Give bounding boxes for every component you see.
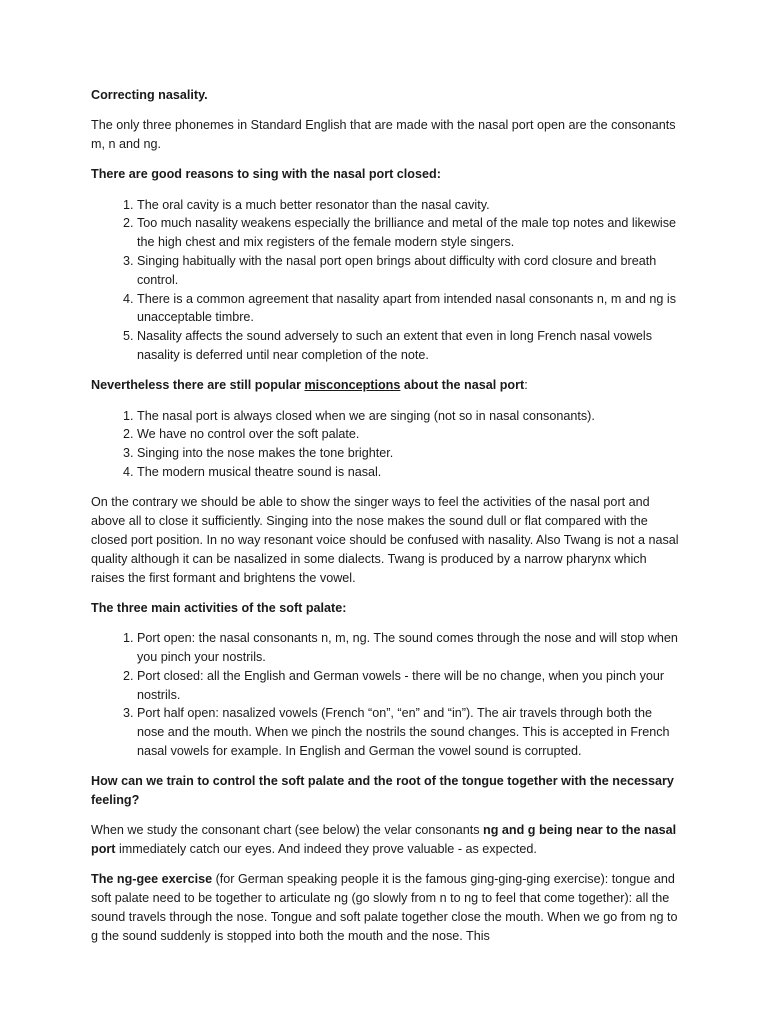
document-title: Correcting nasality. (91, 88, 208, 102)
chart-paragraph (91, 821, 681, 859)
document-page (91, 86, 681, 957)
list-item: 3. Singing habitually with the nasal port open brings about difficulty with cord closure and breath control. (137, 252, 681, 290)
misconceptions-heading-colon: : (524, 378, 528, 393)
exercise-paragraph (91, 870, 681, 945)
train-heading: How can we train to control the soft palate and the root of the tongue together with the necessary feeling? (91, 774, 674, 807)
contrary-paragraph: On the contrary we should be able to show the singer ways to feel the activities of the nasal port and above all to close it sufficiently. Singing into the nose makes the sound dull or flat compared with the closed port position. In no way resonant voice should be confused with nasality. Also Twang is not a nasal quality although it can be nasalized in some dialects. Twang is produced by a narrow pharynx which raises the first formant and brightens the vowel. (91, 495, 679, 585)
activities-list (91, 629, 681, 761)
intro-paragraph: The only three phonemes in Standard English that are made with the nasal port open are the consonants m, n and ng. (91, 118, 676, 152)
list-item: 3. Port half open: nasalized vowels (French “on”, “en” and “in”). The air travels through both the nose and the mouth. When we pinch the nostrils the sound changes. This is accepted in French nasal vowels for example. In English and German the vowel sound is corrupted. (137, 704, 681, 760)
exercise-description: (for German speaking people it is the famous ging-ging-ging exercise): tongue and soft palate need to be together to articulate ng (go slowly from n to ng to feel that come together): all the sound travels through the nose. Tongue and soft palate together close the mouth. When we go from ng to g the sound suddenly is stopped into both the mouth and the nose. This (91, 872, 678, 943)
list-item: 2. Port closed: all the English and German vowels - there will be no change, when you pinch your nostrils. (137, 667, 681, 705)
list-item: 1. The nasal port is always closed when we are singing (not so in nasal consonants). (137, 407, 681, 426)
list-item: 4. The modern musical theatre sound is nasal. (137, 463, 681, 482)
misconceptions-heading (91, 376, 681, 395)
activities-heading: The three main activities of the soft palate: (91, 600, 347, 615)
list-item: 1. The oral cavity is a much better resonator than the nasal cavity. (137, 196, 681, 215)
misconceptions-heading-part1: Nevertheless there are still popular (91, 378, 305, 393)
list-item: 3. Singing into the nose makes the tone brighter. (137, 444, 681, 463)
misconceptions-heading-part3: about the nasal port (400, 378, 525, 393)
list-item: 1. Port open: the nasal consonants n, m, ng. The sound comes through the nose and will stop when you pinch your nostrils. (137, 629, 681, 667)
list-item: 5. Nasality affects the sound adversely to such an extent that even in long French nasal vowels nasality is deferred until near completion of the note. (137, 327, 681, 365)
list-item: 4. There is a common agreement that nasality apart from intended nasal consonants n, m and ng is unacceptable timbre. (137, 290, 681, 328)
reasons-heading: There are good reasons to sing with the nasal port closed: (91, 167, 441, 182)
misconceptions-keyword: misconceptions (304, 378, 401, 393)
chart-paragraph-part2: immediately catch our eyes. And indeed they prove valuable - as expected. (115, 842, 537, 857)
exercise-name: The ng-gee exercise (91, 872, 213, 887)
misconceptions-list (91, 407, 681, 482)
chart-paragraph-bold: ng and g being near to the nasal port (91, 823, 677, 857)
list-item: 2. Too much nasality weakens especially the brilliance and metal of the male top notes and likewise the high chest and mix registers of the female modern style singers. (137, 214, 681, 252)
reasons-list (91, 196, 681, 365)
list-item: 2. We have no control over the soft palate. (137, 425, 681, 444)
chart-paragraph-part1: When we study the consonant chart (see below) the velar consonants (91, 823, 484, 838)
